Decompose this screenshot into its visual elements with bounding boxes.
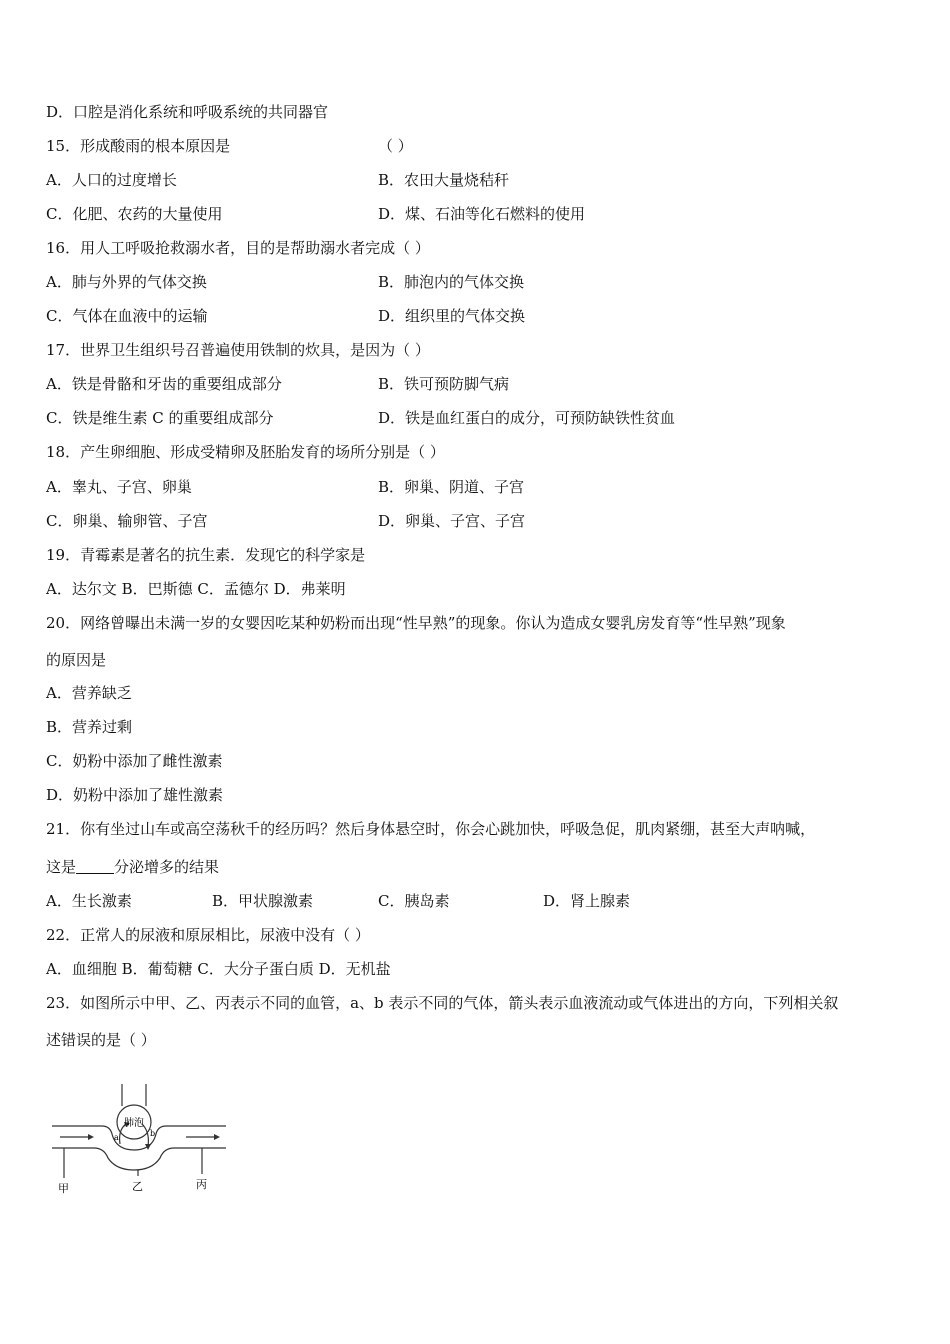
q17-stem: 17．世界卫生组织号召普遍使用铁制的炊具，是因为（ ） — [46, 341, 430, 359]
q21-stem-line1: 21．你有坐过山车或高空荡秋千的经历吗？然后身体悬空时，你会心跳加快，呼吸急促，肌肉紧绷，甚至大声呐喊， — [46, 820, 816, 838]
q20-option-a: A．营养缺乏 — [46, 684, 132, 702]
alveolus-capillary-diagram — [46, 1078, 236, 1198]
q15-option-d: D．煤、石油等化石燃料的使用 — [378, 205, 586, 223]
gas-a-label: a — [114, 1133, 119, 1142]
q18-option-a: A．睾丸、子宫、卵巢 — [46, 478, 192, 496]
q16-option-a: A．肺与外界的气体交换 — [46, 273, 207, 291]
gas-b-label: b — [150, 1129, 156, 1138]
vessel-bottom-wall — [52, 1148, 226, 1170]
q23-stem-line2: 述错误的是（ ） — [46, 1031, 156, 1049]
q17-option-c: C．铁是维生素 C 的重要组成部分 — [46, 409, 274, 427]
arrowhead-right — [214, 1134, 220, 1140]
q15-stem: 15．形成酸雨的根本原因是 — [46, 137, 231, 155]
q18-option-c: C．卵巢、输卵管、子宫 — [46, 512, 208, 530]
q21-option-a: A．生长激素 — [46, 892, 132, 910]
q15-option-a: A．人口的过度增长 — [46, 171, 177, 189]
q20-option-d: D．奶粉中添加了雄性激素 — [46, 786, 224, 804]
vessel-label-bing: 丙 — [196, 1178, 207, 1191]
q16-option-d: D．组织里的气体交换 — [378, 307, 526, 325]
arrowhead-left — [88, 1134, 94, 1140]
q17-option-b: B．铁可预防脚气病 — [378, 375, 510, 393]
q19-options: A．达尔文 B．巴斯德 C．孟德尔 D．弗莱明 — [46, 580, 346, 598]
q15-option-b: B．农田大量烧秸秆 — [378, 171, 510, 189]
q18-stem: 18．产生卵细胞、形成受精卵及胚胎发育的场所分别是（ ） — [46, 443, 445, 461]
q20-option-b: B．营养过剩 — [46, 718, 133, 736]
alveolus-label: 肺泡 — [124, 1118, 144, 1129]
q15-answer-paren: （ ） — [378, 137, 413, 155]
q16-option-c: C．气体在血液中的运输 — [46, 307, 208, 325]
q21-option-d: D．肾上腺素 — [543, 892, 631, 910]
q21-option-c: C．胰岛素 — [378, 892, 450, 910]
q22-options: A．血细胞 B．葡萄糖 C．大分子蛋白质 D．无机盐 — [46, 960, 391, 978]
q16-stem: 16．用人工呼吸抢救溺水者，目的是帮助溺水者完成（ ） — [46, 239, 430, 257]
q21-option-b: B．甲状腺激素 — [212, 892, 314, 910]
q18-option-b: B．卵巢、阴道、子宫 — [378, 478, 525, 496]
q17-option-a: A．铁是骨骼和牙齿的重要组成部分 — [46, 375, 282, 393]
vessel-label-yi: 乙 — [132, 1180, 143, 1193]
q21-stem-prefix: 这是 — [46, 858, 77, 876]
vessel-label-jia: 甲 — [58, 1182, 69, 1195]
q21-stem-suffix: 分泌增多的结果 — [114, 858, 220, 876]
q20-stem-line2: 的原因是 — [46, 651, 107, 669]
q20-option-c: C．奶粉中添加了雌性激素 — [46, 752, 223, 770]
fill-in-blank — [76, 859, 114, 874]
q21-stem-line2 — [46, 857, 219, 877]
q15-option-c: C．化肥、农药的大量使用 — [46, 205, 223, 223]
q23-stem-line1: 23．如图所示中甲、乙、丙表示不同的血管，a、b 表示不同的气体，箭头表示血液流动或气体进出的方向，下列相关叙 — [46, 994, 839, 1012]
q14-option-d: D．口腔是消化系统和呼吸系统的共同器官 — [46, 103, 329, 121]
q17-option-d: D．铁是血红蛋白的成分，可预防缺铁性贫血 — [378, 409, 676, 427]
q18-option-d: D．卵巢、子宫、子宫 — [378, 512, 526, 530]
q19-stem: 19．青霉素是著名的抗生素．发现它的科学家是 — [46, 546, 366, 564]
q22-stem: 22．正常人的尿液和原尿相比，尿液中没有（ ） — [46, 926, 370, 944]
q16-option-b: B．肺泡内的气体交换 — [378, 273, 525, 291]
q20-stem-line1: 20．网络曾曝出未满一岁的女婴因吃某种奶粉而出现“性早熟”的现象。你认为造成女婴乳房发育等“性早熟”现象 — [46, 614, 786, 632]
